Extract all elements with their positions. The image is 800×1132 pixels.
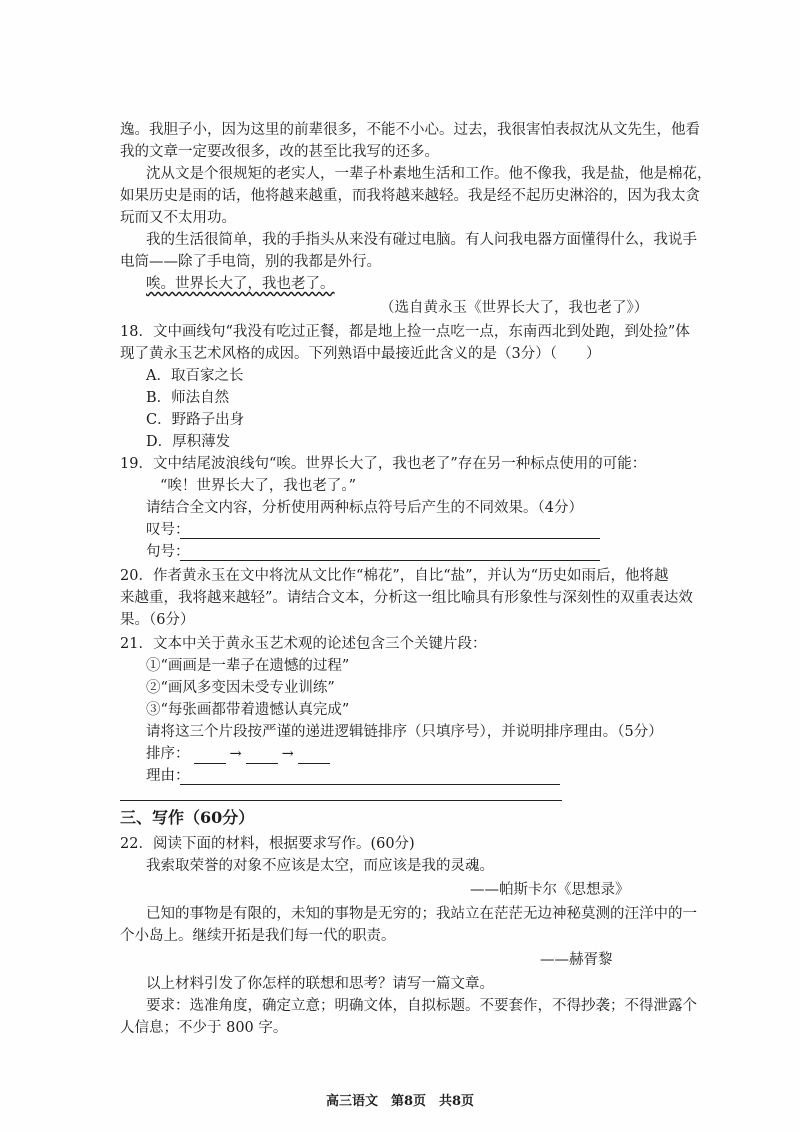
- answer-line: [180, 784, 560, 785]
- q22-quote: 我索取荣誉的对象不应该是太空，而应该是我的灵魂。: [146, 858, 494, 874]
- q18-option-c: C．野路子出身: [146, 412, 245, 428]
- passage-line: 沈从文是个很规矩的老实人，一辈子朴素地生活和工作。他不像我，我是盐，他是棉花，: [146, 166, 712, 182]
- passage-line: 电筒——除了手电筒，别的我都是外行。: [120, 254, 381, 270]
- q20-stem: 来越重，我将越来越轻”。请结合文本，分析这一组比喻具有形象性与深刻性的双重表达效: [120, 590, 693, 606]
- q19-exclamation-label: 叹号：: [146, 522, 190, 538]
- passage-line: 逸。我胆子小，因为这里的前辈很多，不能不小心。过去，我很害怕表叔沈从文先生，他看: [120, 122, 700, 138]
- passage-line: 我的文章一定要改很多，改的甚至比我写的还多。: [120, 144, 439, 160]
- q22-quote: 个小岛上。继续开拓是我们每一代的职责。: [120, 928, 396, 944]
- passage-line: 我的生活很简单，我的手指头从来没有碰过电脑。有人问我电器方面懂得什么，我说手: [146, 232, 697, 248]
- answer-line: [120, 800, 562, 801]
- q18-stem: 18．文中画线句“我没有吃过正餐，都是地上捡一点吃一点，东南西北到处跑，到处捡”体: [120, 324, 690, 340]
- arrow: →: [281, 746, 294, 762]
- q22-stem: 22．阅读下面的材料，根据要求写作。(60分): [120, 836, 415, 852]
- arrow: →: [229, 746, 242, 762]
- q19-alt-sentence: “唉！世界长大了，我也老了。”: [160, 478, 357, 494]
- q20-stem: 20．作者黄永玉在文中将沈从文比作“棉花”，自比“盐”，并认为“历史如雨后，他将越: [120, 568, 669, 584]
- q18-option-a: A．取百家之长: [146, 368, 244, 384]
- answer-line: [180, 560, 600, 561]
- q21-item-2: ②“画风多变因未受专业训练”: [146, 680, 335, 696]
- q21-stem: 21．文本中关于黄永玉艺术观的论述包含三个关键片段：: [120, 636, 487, 652]
- q18-option-b: B．师法自然: [146, 390, 230, 406]
- q19-instruction: 请结合全文内容，分析使用两种标点符号后产生的不同效果。（4分）: [146, 500, 583, 516]
- passage-wavy-line: 唉。世界长大了，我也老了。: [146, 276, 335, 292]
- q22-requirements: 要求：选准角度，确定立意；明确文体，自拟标题。不要套作，不得抄袭；不得泄露个: [146, 998, 697, 1014]
- passage-line: 玩而又不太用功。: [120, 210, 236, 226]
- q21-order-label: 排序：: [146, 746, 190, 762]
- section-heading: 三、写作（60分）: [120, 808, 255, 827]
- answer-line: [180, 538, 600, 539]
- passage-source: （选自黄永玉《世界长大了，我也老了》）: [380, 300, 649, 316]
- q20-stem: 果。（6分）: [120, 612, 195, 628]
- order-blank: [246, 749, 278, 764]
- q22-attribution: ——赫胥黎: [540, 952, 613, 968]
- order-blank: [194, 749, 226, 764]
- q19-stem: 19．文中结尾波浪线句“唉。世界长大了，我也老了”存在另一种标点使用的可能：: [120, 456, 647, 472]
- q21-item-3: ③“每张画都带着遗憾认真完成”: [146, 702, 350, 718]
- q21-item-1: ①“画画是一辈子在遗憾的过程”: [146, 658, 350, 674]
- order-blank: [298, 749, 330, 764]
- q22-prompt: 以上材料引发了你怎样的联想和思考？请写一篇文章。: [146, 976, 494, 992]
- q18-stem: 现了黄永玉艺术风格的成因。下列熟语中最接近此含义的是（3分）（ ）: [120, 346, 601, 362]
- q21-instruction: 请将这三个片段按严谨的递进逻辑链排序（只填序号），并说明排序理由。（5分）: [146, 724, 663, 740]
- q19-period-label: 句号：: [146, 544, 190, 560]
- page-footer: 高三语文 第8页 共8页: [325, 1094, 475, 1109]
- q22-attribution: ——帕斯卡尔《思想录》: [470, 882, 630, 898]
- passage-line: 如果历史是雨的话，他将越来越重，而我将越来越轻。我是经不起历史淋浴的，因为我太贪: [120, 188, 700, 204]
- q22-quote: 已知的事物是有限的，未知的事物是无穷的；我站立在茫茫无边神秘莫测的汪洋中的一: [146, 906, 697, 922]
- q18-option-d: D．厚积薄发: [146, 434, 231, 450]
- q21-reason-label: 理由：: [146, 768, 190, 784]
- q21-order-row: [146, 744, 334, 764]
- q22-requirements: 人信息；不少于 800 字。: [120, 1020, 288, 1036]
